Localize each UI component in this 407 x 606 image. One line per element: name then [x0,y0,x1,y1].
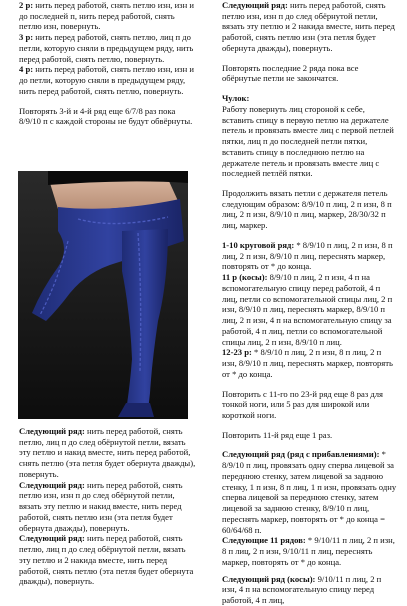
continue-paragraph: Продолжить вязать петли с держателя петель следующим образом: 8/9/10 п лиц, 2 п изн, 8 п лиц, 2 п изн, 8/9/10 п лиц, маркер, 28/30/32 п лиц, маркер. [222,188,392,231]
next-11-rows-text: * 9/10/11 п лиц, 2 п изн, 8 п лиц, 2 п изн, 9/10/11 п лиц, переснять маркер, повторять от * до конца. [222,535,395,567]
next-row-cables [222,574,397,606]
right-next-row [222,0,397,54]
rows-12-23-text: * 8/9/10 п лиц, 2 п изн, 8 п лиц, 2 п изн, 8/9/10 п лиц, переснять маркер, повторять от * до конца. [222,347,393,379]
next-row-3-text: нить перед работой, снять петлю, лиц п до след обёрнутой петли, вязать эту петлю и 2 накида вместе, нить перед работой, снять петлю (эта петля будет обернута дважды), повернуть. [19,533,194,587]
repeat-11-23: Повторить с 11-го по 23-й ряд еще 8 раз для тонкой ноги, или 5 раз для широкой или короткой ноги. [222,388,383,420]
increase-row-lead: Следующий ряд (ряд с прибавлениями): [222,449,380,460]
chulok-title: Чулок: [222,93,250,104]
row-2-paragraph [19,0,197,32]
stocking-photo [18,171,188,419]
round-1-10-text: * 8/9/10 п лиц, 2 п изн, 8 п лиц, 2 п изн, 8/9/10 п лиц, переснять маркер, повторять от * до конца. [222,239,393,272]
stocking-illustration [18,171,188,419]
row-3-lead: 3 р: [19,32,34,43]
row-4-lead: 4 р: [19,64,34,75]
next-row-1-lead: Следующий ряд: [19,426,85,436]
rows-12-23-lead: 12-23 р: [222,347,252,358]
row-11-cables [222,272,397,347]
right-next-row-lead: Следующий ряд: [222,0,288,10]
rows-12-23 [222,347,397,379]
repeat-paragraph: Повторять 3-й и 4-й ряд еще 6/7/8 раз пока 8/9/10 п с каждой стороны не будут обвёрнуты. [19,105,193,127]
round-1-10 [222,240,397,272]
increase-row-text: * 8/9/10 п лиц, провязать одну сперва лицевой за переднюю стенку, затем лицевой за заднюю стенку, 1 п изн, 8 п лиц, 1 п изн, провязать одну сперва лицевой за переднюю стенку, затем лицевой за заднюю стенку, 8/9/10 п лиц, переснять маркер, повторять от * до конца = 60/64/68 п. [222,449,397,535]
row-3-paragraph [19,32,197,64]
increase-row [222,449,397,535]
next-row-1 [19,426,197,480]
repeat-row-11: Повторить 11-й ряд еще 1 раз. [222,429,333,440]
left-column [19,0,197,127]
row-3-text: нить перед работой, снять петлю, лиц п до петли, которую сняли в предыдущем ряду, нить перед работой, снять петлю, повернуть. [19,32,194,64]
row-4-paragraph [19,64,197,96]
next-row-cables-text: 9/10/11 п лиц, 2 п изн, 4 п на вспомогательную спицу перед работой, 4 п лиц, [222,573,382,605]
repeat-last-rows: Повторять последние 2 ряда пока все обёрнутые петли не закончатся. [222,62,359,84]
row-2-lead: 2 р: [19,0,34,10]
next-11-rows-lead: Следующие 11 рядов: [222,535,306,546]
right-column [222,0,397,606]
next-row-3-lead: Следующий ряд: [19,533,85,544]
row-2-text: нить перед работой, снять петлю изн, изн и до последней п, нить перед работой, снять петлю изн, повернуть. [19,0,194,32]
round-1-10-lead: 1-10 круговой ряд: [222,239,295,250]
row-11-lead: 11 р (косы): [222,272,268,283]
chulok-heading [222,93,397,104]
next-row-cables-lead: Следующий ряд (косы): [222,573,316,584]
next-row-2-text: нить перед работой, снять петлю изн, изн п до след обёрнутой петли, вязать эту петлю и накид вместе, нить перед работой, снять петлю изн (эта петля будет обернута дважды), повернуть. [19,479,183,533]
chulok-text: Работу повернуть лиц стороной к себе, вставить спицу в первую петлю на держателе петель и провязать вместе лиц с первой петлей пятки, лиц п до последней петли пятки, вставить спицу в последнюю петлю на держателе петель и провязать вместе лиц с последней петлёй пятки. [222,103,394,179]
row-4-text: нить перед работой, снять петлю изн, изн и до петли, которую сняли в предыдущем ряду, нить перед работой, снять петлю, повернуть. [19,64,194,96]
next-row-2-lead: Следующий ряд: [19,479,85,490]
row-11-text: 8/9/10 п лиц, 2 п изн, 4 п на вспомогательную спицу перед работой, 4 п лиц, петли со вспомогательной спицы лиц, 2 п изн, 8/9/10 п лиц, переснять маркер, 8/9/10 п лиц, 2 п изн, 4 п на вспомогательную спицу за работой, 4 п лиц, петли со вспомогательной спицы лиц, 2 п изн, 8/9/10 п лиц. [222,272,393,347]
next-row-3 [19,533,197,587]
next-row-1-text: нить перед работой, снять петлю, лиц п до след обёрнутой петли, вязать эту петлю и накид вместе, нить перед работой, снять петлю (эта петля будет обернута дважды), повернуть. [19,426,196,479]
right-next-row-text: нить перед работой, снять петлю изн, изн п до след обёрнутой петли, вязать эту петлю и 2 накида вместе, нить перед работой, снять петлю изн (эта петля будет обернута дважды), повернуть. [222,0,395,53]
next-row-2 [19,480,197,534]
left-column-lower [19,426,197,587]
next-11-rows [222,535,397,567]
